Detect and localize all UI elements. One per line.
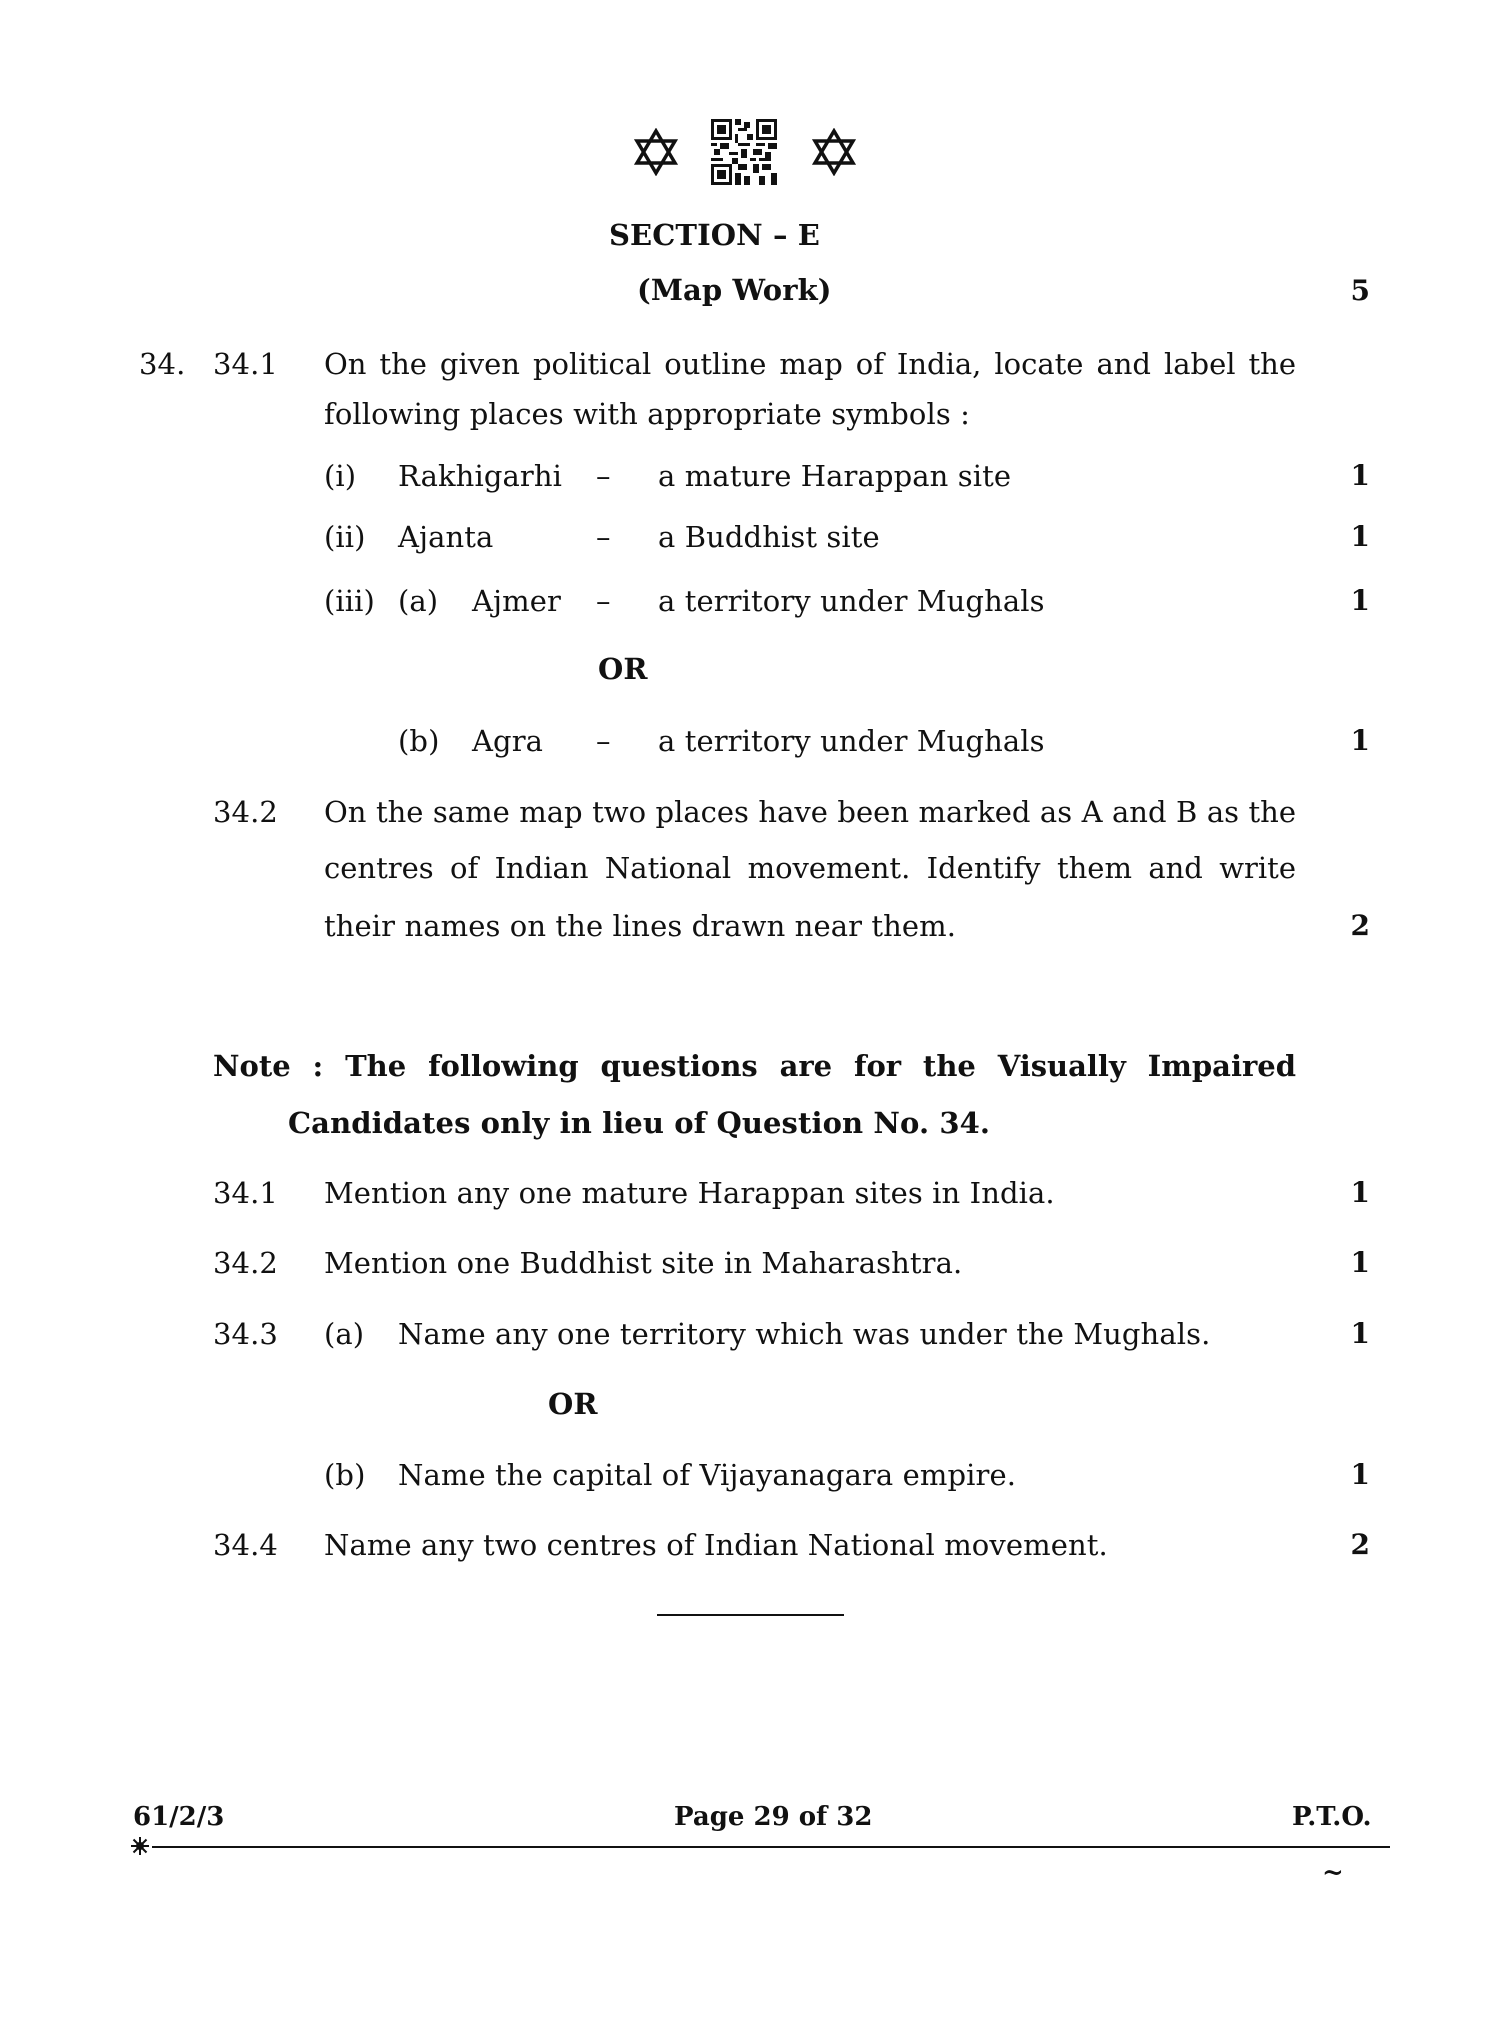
question-text: On the same map two places have been marked as A and B as the [324, 795, 1296, 829]
page-number: Page 29 of 32 [674, 1802, 873, 1832]
corner-mark: ~ [1322, 1858, 1344, 1888]
vi-question-marks: 1 [1350, 1317, 1370, 1350]
item-sublabel: (a) [398, 584, 439, 618]
item-marks: 1 [1350, 724, 1370, 757]
item-place: Rakhigarhi [398, 459, 562, 493]
flower-icon [130, 1836, 150, 1856]
subquestion-number: 34.2 [213, 795, 278, 829]
end-rule [657, 1614, 844, 1616]
vi-question-marks: 1 [1350, 1176, 1370, 1209]
or-separator: OR [598, 652, 648, 686]
question-marks: 2 [1350, 909, 1370, 942]
section-marks: 5 [1350, 274, 1370, 307]
vi-question-number: 34.2 [213, 1246, 278, 1280]
item-dash: – [596, 459, 611, 493]
vi-question-sublabel: (a) [324, 1317, 365, 1351]
qr-code-icon [711, 119, 777, 185]
item-marks: 1 [1350, 520, 1370, 553]
item-description: a mature Harappan site [658, 459, 1012, 493]
star-of-david-icon [812, 128, 856, 176]
item-description: a Buddhist site [658, 520, 880, 554]
vi-question-number: 34.3 [213, 1317, 278, 1351]
vi-question-sublabel: (b) [324, 1458, 366, 1492]
item-place: Ajanta [398, 520, 494, 554]
vi-question-number: 34.1 [213, 1176, 278, 1210]
item-dash: – [596, 584, 611, 618]
item-label: (i) [324, 459, 357, 493]
item-sublabel: (b) [398, 724, 440, 758]
pto-label: P.T.O. [1292, 1802, 1372, 1832]
vi-question-text: Name any two centres of Indian National movement. [324, 1528, 1108, 1562]
question-text: centres of Indian National movement. Identify them and write [324, 851, 1296, 885]
item-dash: – [596, 724, 611, 758]
vi-question-text: Name the capital of Vijayanagara empire. [398, 1458, 1017, 1492]
footer-rule [152, 1846, 1390, 1848]
note-text: Note : The following questions are for the Visually Impaired [213, 1049, 1296, 1083]
question-text: their names on the lines drawn near them. [324, 909, 957, 943]
question-text: On the given political outline map of India, locate and label the [324, 347, 1296, 381]
question-text: following places with appropriate symbols : [324, 397, 971, 431]
item-label: (ii) [324, 520, 366, 554]
vi-question-text: Name any one territory which was under the Mughals. [398, 1317, 1211, 1351]
section-title: SECTION – E [609, 218, 820, 252]
vi-question-marks: 1 [1350, 1246, 1370, 1279]
item-label: (iii) [324, 584, 375, 618]
vi-question-text: Mention one Buddhist site in Maharashtra. [324, 1246, 963, 1280]
item-description: a territory under Mughals [658, 584, 1045, 618]
paper-code: 61/2/3 [133, 1802, 225, 1832]
item-dash: – [596, 520, 611, 554]
vi-question-marks: 2 [1350, 1528, 1370, 1561]
item-marks: 1 [1350, 584, 1370, 617]
item-place: Ajmer [472, 584, 561, 618]
item-place: Agra [472, 724, 544, 758]
section-subtitle: (Map Work) [637, 273, 832, 307]
vi-question-text: Mention any one mature Harappan sites in India. [324, 1176, 1055, 1210]
item-description: a territory under Mughals [658, 724, 1045, 758]
or-separator: OR [548, 1387, 598, 1421]
item-marks: 1 [1350, 459, 1370, 492]
subquestion-number: 34.1 [213, 347, 278, 381]
question-number: 34. [139, 347, 186, 381]
vi-question-number: 34.4 [213, 1528, 278, 1562]
star-of-david-icon [634, 128, 678, 176]
note-text: Candidates only in lieu of Question No. 34. [288, 1106, 991, 1140]
vi-question-marks: 1 [1350, 1458, 1370, 1491]
